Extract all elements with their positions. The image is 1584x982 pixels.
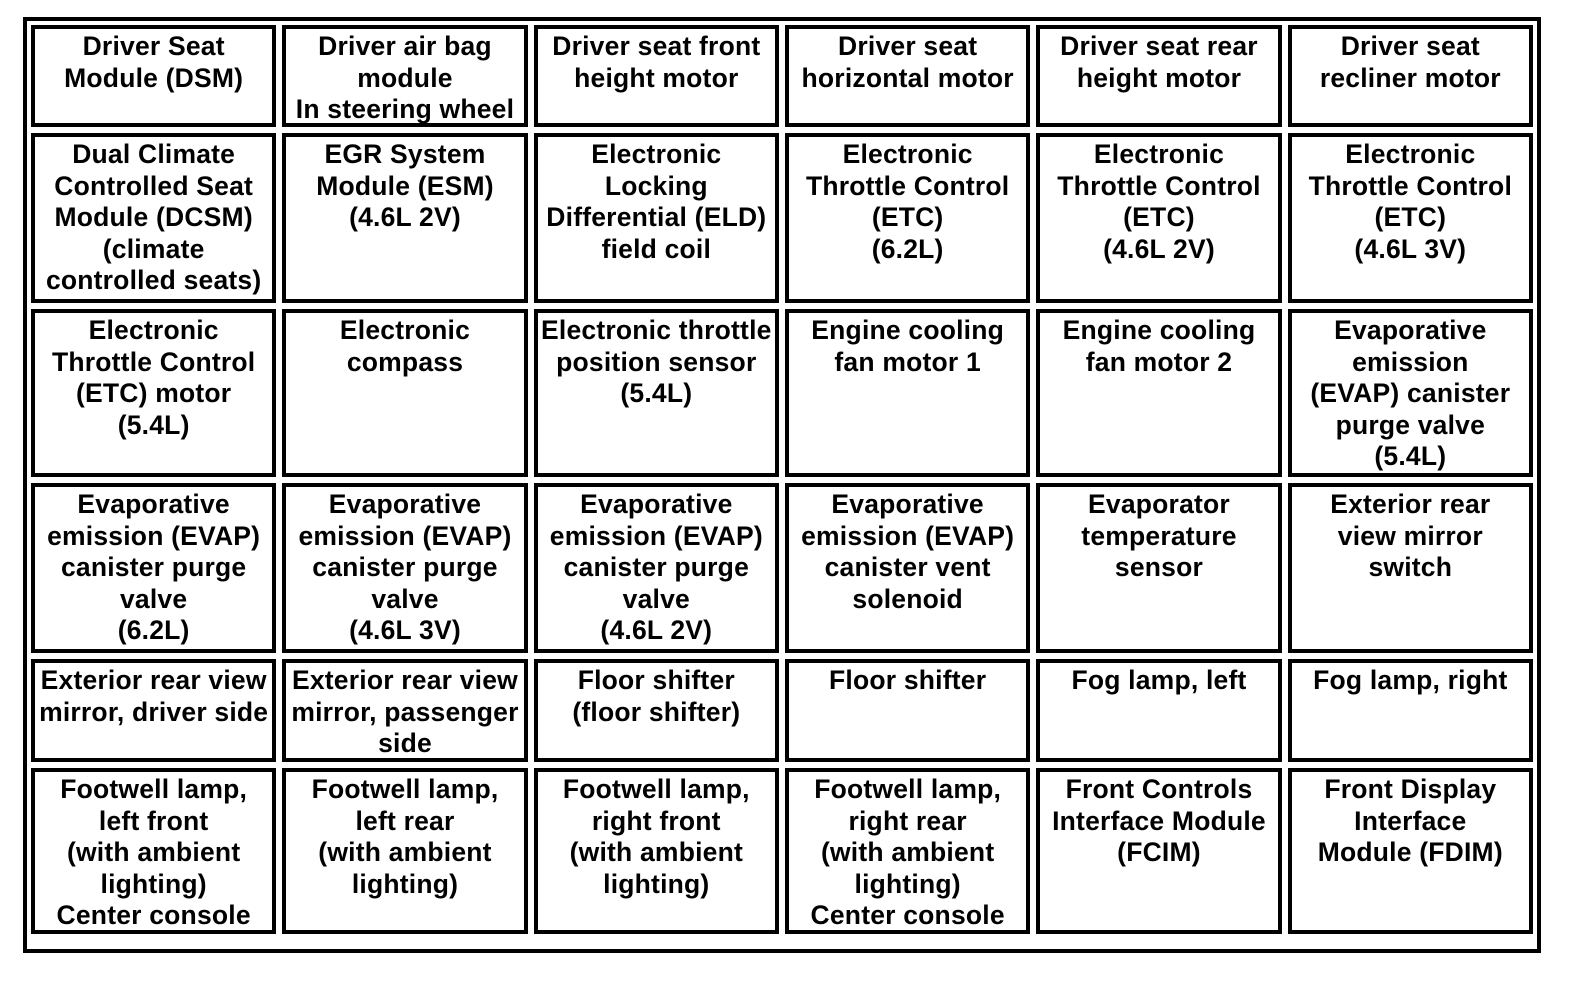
table-cell (1036, 768, 1281, 934)
table-cell (534, 309, 779, 477)
cell-label: Evaporative emission (EVAP) canister purge valve (4.6L 3V) (298, 489, 512, 645)
table-cell (1036, 659, 1281, 762)
cell-label: Driver Seat Module (DSM) (64, 31, 244, 93)
cell-label: Front Display Interface Module (FDIM) (1317, 774, 1503, 867)
table-cell (1036, 133, 1281, 303)
table-cell (31, 25, 276, 127)
component-location-table (23, 17, 1541, 953)
cell-label: Footwell lamp, right front (with ambient lighting) (562, 774, 750, 899)
table-cell (1288, 768, 1533, 934)
cell-label: Fog lamp, right (1313, 665, 1508, 695)
cell-label: Driver air bag module In steering wheel (295, 31, 515, 124)
cell-label: Electronic Throttle Control (ETC) motor (5.4L) (51, 315, 256, 440)
cell-label: Floor shifter (829, 665, 987, 695)
cell-label: Electronic compass (339, 315, 471, 377)
cell-label: Electronic Throttle Control (ETC) (4.6L 2V) (1057, 139, 1261, 264)
table-cell (1288, 25, 1533, 127)
cell-label: Front Controls Interface Module (FCIM) (1052, 774, 1266, 867)
table-cell (785, 133, 1030, 303)
cell-label: Fog lamp, left (1071, 665, 1247, 695)
table-cell (785, 25, 1030, 127)
table-cell (31, 768, 276, 934)
table-cell (534, 133, 779, 303)
cell-label: Engine cooling fan motor 1 (811, 315, 1005, 377)
cell-label: Evaporator temperature sensor (1081, 489, 1237, 582)
cell-label: Evaporative emission (EVAP) canister purge valve (4.6L 2V) (549, 489, 763, 645)
cell-label: Evaporative emission (EVAP) canister vent solenoid (801, 489, 1015, 614)
table-cell (1036, 483, 1281, 653)
table-cell (1288, 483, 1533, 653)
table-cell (1036, 309, 1281, 477)
table-cell (282, 483, 527, 653)
cell-label: Electronic throttle position sensor (5.4L) (541, 315, 772, 408)
cell-label: Exterior rear view mirror, driver side (39, 665, 269, 727)
table-cell (282, 25, 527, 127)
table-cell (1288, 133, 1533, 303)
table-cell (282, 659, 527, 762)
cell-label: Electronic Locking Differential (ELD) field coil (546, 139, 767, 264)
table-cell (1036, 25, 1281, 127)
cell-label: EGR System Module (ESM) (4.6L 2V) (316, 139, 494, 232)
cell-label: Engine cooling fan motor 2 (1062, 315, 1256, 377)
cell-label: Electronic Throttle Control (ETC) (4.6L 3V) (1308, 139, 1513, 264)
table-cell (534, 25, 779, 127)
table-cell (785, 768, 1030, 934)
table-cell (31, 483, 276, 653)
table-cell (31, 659, 276, 762)
table-cell (534, 659, 779, 762)
table-cell (534, 768, 779, 934)
cell-label: Evaporative emission (EVAP) canister purge valve (6.2L) (47, 489, 261, 645)
cell-label: Driver seat horizontal motor (801, 31, 1014, 93)
cell-label: Footwell lamp, right rear (with ambient lighting) Center console (810, 774, 1005, 930)
table-cell (534, 483, 779, 653)
cell-label: Driver seat front height motor (552, 31, 761, 93)
cell-label: Exterior rear view mirror, passenger side (291, 665, 519, 758)
table-cell (1288, 659, 1533, 762)
table-cell (282, 309, 527, 477)
cell-label: Driver seat recliner motor (1319, 31, 1501, 93)
cell-label: Footwell lamp, left rear (with ambient lighting) (311, 774, 499, 899)
cell-label: Electronic Throttle Control (ETC) (6.2L) (805, 139, 1010, 264)
cell-label: Driver seat rear height motor (1060, 31, 1258, 93)
cell-label: Footwell lamp, left front (with ambient lighting) Center console (56, 774, 251, 930)
table-grid (31, 25, 1533, 945)
table-cell (282, 768, 527, 934)
table-cell (282, 133, 527, 303)
cell-label: Dual Climate Controlled Seat Module (DCSM) (climate controlled seats) (45, 139, 262, 295)
cell-label: Floor shifter (floor shifter) (572, 665, 741, 727)
table-cell (785, 483, 1030, 653)
table-cell (1288, 309, 1533, 477)
cell-label: Exterior rear view mirror switch (1330, 489, 1491, 582)
table-cell (31, 309, 276, 477)
table-cell (31, 133, 276, 303)
table-cell (785, 659, 1030, 762)
table-cell (785, 309, 1030, 477)
cell-label: Evaporative emission (EVAP) canister purge valve (5.4L) (1310, 315, 1511, 471)
